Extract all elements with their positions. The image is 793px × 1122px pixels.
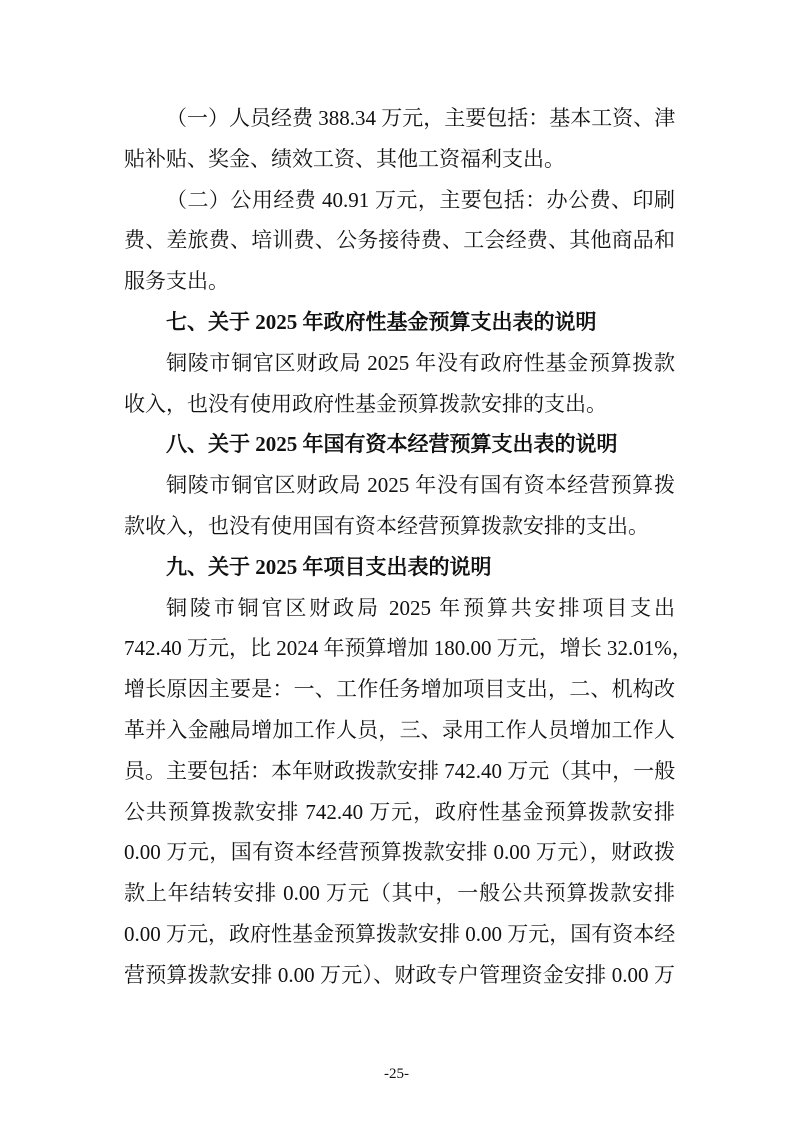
section-heading: 九、关于 2025 年项目支出表的说明	[166, 554, 492, 579]
text-line: 款上年结转安排 0.00 万元（其中，一般公共预算拨款安排	[124, 881, 675, 906]
text-line: 费、差旅费、培训费、公务接待费、工会经费、其他商品和	[124, 228, 675, 253]
text-line: （二）公用经费 40.91 万元，主要包括：办公费、印刷	[166, 187, 675, 212]
text-line: （一）人员经费 388.34 万元，主要包括：基本工资、津	[166, 106, 676, 130]
text-line: 公共预算拨款安排 742.40 万元，政府性基金预算拨款安排	[124, 799, 675, 824]
section-heading: 八、关于 2025 年国有资本经营预算支出表的说明	[166, 432, 618, 457]
page-number: -25-	[384, 1066, 409, 1082]
text-line: 铜陵市铜官区财政局 2025 年没有政府性基金预算拨款	[166, 350, 675, 375]
section-heading: 七、关于 2025 年政府性基金预算支出表的说明	[166, 309, 597, 334]
text-line: 增长原因主要是：一、工作任务增加项目支出，二、机构改	[124, 677, 675, 702]
text-line: 742.40 万元，比 2024 年预算增加 180.00 万元，增长 32.01%，	[124, 636, 693, 661]
text-line: 0.00 万元，政府性基金预算拨款安排 0.00 万元，国有资本经	[124, 921, 676, 946]
text-line: 0.00 万元，国有资本经营预算拨款安排 0.00 万元），财政拨	[124, 840, 675, 865]
text-line: 铜陵市铜官区财政局 2025 年没有国有资本经营预算拨	[166, 473, 675, 498]
document-body	[124, 98, 693, 996]
text-line: 铜陵市铜官区财政局 2025 年预算共安排项目支出	[166, 595, 675, 620]
text-line: 革并入金融局增加工作人员，三、录用工作人员增加工作人	[124, 717, 675, 742]
text-line: 营预算拨款安排 0.00 万元）、财政专户管理资金安排 0.00 万	[124, 962, 675, 987]
text-line: 贴补贴、奖金、绩效工资、其他工资福利支出。	[124, 146, 565, 171]
text-line: 员。主要包括：本年财政拨款安排 742.40 万元（其中，一般	[124, 758, 676, 783]
text-line: 款收入，也没有使用国有资本经营预算拨款安排的支出。	[124, 513, 649, 538]
text-line: 收入，也没有使用政府性基金预算拨款安排的支出。	[124, 391, 607, 416]
text-line: 服务支出。	[124, 269, 229, 294]
